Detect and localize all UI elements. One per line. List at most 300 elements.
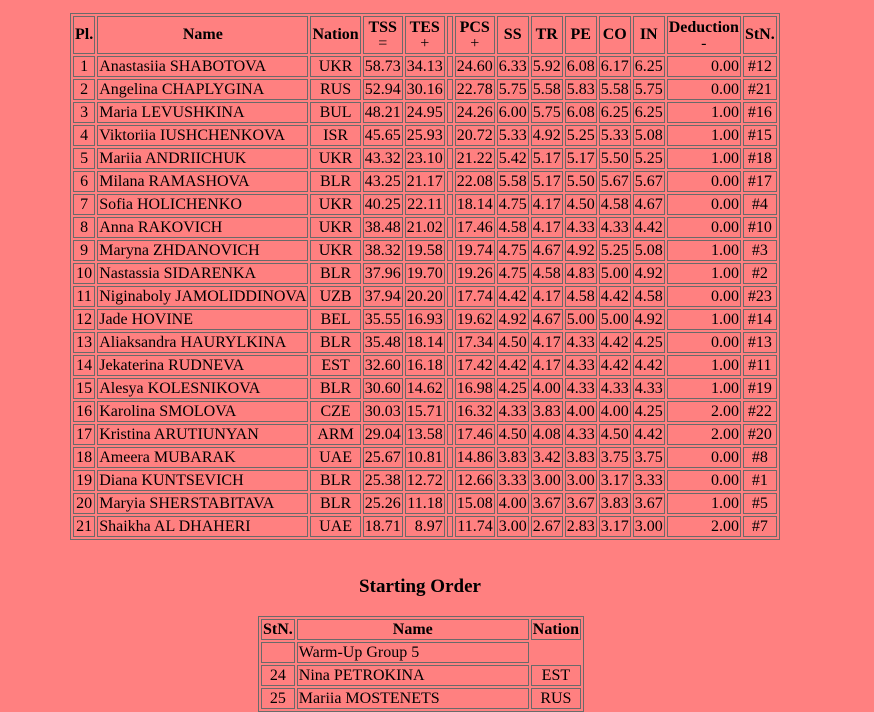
cell-pcs: 17.34: [456, 334, 493, 351]
cell-place: 14: [73, 355, 95, 376]
cell-in: 5.08: [634, 127, 663, 144]
cell-place: 13: [73, 332, 95, 353]
cell-gap: [447, 56, 453, 77]
cell-ss: 4.42: [498, 357, 527, 374]
cell-tr: 3.83: [532, 403, 561, 420]
cell-ss: 4.50: [498, 426, 527, 443]
cell-pe: 4.92: [566, 242, 595, 259]
cell-co: 3.75: [600, 449, 629, 466]
cell-pcs: 24.60: [456, 58, 493, 75]
cell-nation: BUL: [310, 102, 360, 123]
cell-pe: 5.25: [566, 127, 595, 144]
cell-stn: #12: [743, 56, 777, 77]
cell-pe: 5.00: [566, 311, 595, 328]
cell-pcs: 12.66: [456, 472, 493, 489]
table-row: [73, 378, 777, 399]
cell-pe: 4.00: [566, 403, 595, 420]
cell-name: Milana RAMASHOVA: [97, 171, 308, 192]
table-row: [73, 516, 777, 537]
cell-pe: 4.50: [566, 196, 595, 213]
cell-deduction: 0.00: [667, 171, 741, 192]
cell-pcs: 19.74: [456, 242, 493, 259]
cell-pcs: 11.74: [455, 516, 495, 537]
cell-tss: 48.21: [364, 104, 401, 121]
cell-co: 5.25: [600, 242, 629, 259]
cell-deduction: 1.00: [667, 125, 741, 146]
cell-tes: 25.93: [406, 127, 443, 144]
cell-place: 10: [73, 263, 95, 284]
cell-pe: 4.33: [566, 334, 595, 351]
cell-stn: #2: [743, 263, 777, 284]
cell-stn: #14: [743, 309, 777, 330]
table-row: [73, 194, 777, 215]
cell-place: 6: [73, 171, 95, 192]
cell-nation: BLR: [310, 263, 360, 284]
cell-in: 4.58: [634, 288, 663, 305]
cell-tr: 3.00: [532, 472, 561, 489]
cell-in: 6.25: [634, 58, 663, 75]
cell-deduction: 1.00: [667, 378, 741, 399]
cell-ss: 4.25: [498, 380, 527, 397]
cell-name: Niginaboly JAMOLIDDINOVA: [99, 288, 307, 305]
cell-nation: BLR: [310, 171, 360, 192]
cell-nation: UZB: [310, 286, 360, 307]
cell-pe: 6.08: [566, 104, 595, 121]
cell-tss: 43.32: [364, 150, 401, 167]
cell-nation: UAE: [310, 447, 360, 468]
order-header-stn: StN.: [263, 621, 293, 638]
cell-pe: 3.67: [566, 495, 595, 512]
cell-deduction: 0.00: [667, 217, 741, 238]
cell-co: 4.00: [600, 403, 629, 420]
cell-place: 9: [73, 240, 95, 261]
cell-place: 16: [73, 401, 95, 422]
cell-name: Maria LEVUSHKINA: [97, 102, 308, 123]
cell-tr: 4.67: [532, 311, 561, 328]
cell-tss: 25.26: [364, 495, 401, 512]
cell-deduction: 2.00: [667, 401, 741, 422]
cell-tss: 29.04: [364, 426, 401, 443]
cell-in: 5.67: [634, 173, 663, 190]
cell-tes: 34.13: [406, 58, 443, 75]
cell-tr: 4.08: [532, 426, 561, 443]
cell-co: 3.83: [600, 495, 629, 512]
cell-name: Anastasiia SHABOTOVA: [97, 56, 308, 77]
cell-ss: 4.50: [498, 334, 527, 351]
cell-in: 5.75: [634, 81, 663, 98]
cell-stn: #17: [743, 171, 777, 192]
cell-co: 4.58: [600, 196, 629, 213]
cell-pcs: 17.46: [456, 219, 493, 236]
table-row: [73, 286, 777, 307]
cell-ss: 4.92: [498, 311, 527, 328]
cell-ss: 3.33: [498, 472, 527, 489]
cell-tes: 24.95: [406, 104, 443, 121]
header-ss: SS: [497, 16, 529, 54]
cell-ss: 6.33: [498, 58, 527, 75]
cell-pcs: 14.86: [456, 449, 493, 466]
cell-tr: 5.75: [532, 104, 561, 121]
cell-tr: 4.17: [532, 219, 561, 236]
cell-gap: [447, 171, 453, 192]
cell-co: 4.42: [600, 288, 629, 305]
cell-in: 4.33: [634, 380, 663, 397]
cell-tes: 19.58: [406, 242, 443, 259]
cell-tr: 5.17: [532, 150, 561, 167]
cell-nation: UKR: [310, 56, 360, 77]
cell-ss: 4.75: [498, 265, 527, 282]
cell-pcs: 16.98: [456, 380, 493, 397]
cell-pcs: 21.22: [456, 150, 493, 167]
cell-pe: 4.33: [566, 357, 595, 374]
cell-gap: [447, 516, 453, 537]
cell-name: Kristina ARUTIUNYAN: [97, 424, 308, 445]
order-header-nation: Nation: [532, 621, 580, 638]
cell-tss: 38.32: [364, 242, 401, 259]
cell-in: 4.92: [634, 265, 663, 282]
results-body: [73, 56, 777, 537]
header-co: CO: [599, 16, 631, 54]
cell-tr: 4.92: [532, 127, 561, 144]
order-header-name: Name: [297, 619, 529, 640]
cell-tes: 21.17: [406, 173, 443, 190]
cell-tes: 11.18: [405, 493, 445, 514]
cell-pe: 4.58: [566, 288, 595, 305]
table-row: [73, 171, 777, 192]
cell-place: 4: [73, 125, 95, 146]
cell-gap: [447, 447, 453, 468]
cell-name: Maryia SHERSTABITAVA: [97, 493, 308, 514]
cell-stn: #13: [743, 332, 777, 353]
cell-name: Jade HOVINE: [97, 309, 308, 330]
cell-tes: 20.20: [406, 288, 443, 305]
cell-co: 4.42: [600, 357, 629, 374]
cell-tr: 4.17: [532, 334, 561, 351]
cell-gap: [447, 424, 453, 445]
starting-order-body: [261, 642, 581, 709]
cell-deduction: 1.00: [667, 263, 741, 284]
cell-tss: 30.60: [364, 380, 401, 397]
cell-pe: 4.83: [566, 265, 595, 282]
cell-co: 5.00: [600, 311, 629, 328]
cell-pcs: 19.26: [456, 265, 493, 282]
cell-stn: #10: [743, 217, 777, 238]
cell-deduction: 0.00: [667, 286, 741, 307]
cell-place: 5: [73, 148, 95, 169]
header-tss: [363, 16, 403, 54]
header-tss-sub: =: [378, 35, 388, 52]
cell-ss: 4.58: [498, 219, 527, 236]
cell-name: Aliaksandra HAURYLKINA: [97, 332, 308, 353]
order-cell-name: Nina PETROKINA: [297, 665, 529, 686]
table-row: [73, 493, 777, 514]
header-stn: StN.: [743, 16, 777, 54]
header-place: Pl.: [73, 16, 95, 54]
cell-gap: [447, 79, 453, 100]
cell-stn: #3: [743, 240, 777, 261]
cell-gap: [447, 401, 453, 422]
warm-up-group-spacer: [261, 642, 295, 663]
cell-place: 2: [73, 79, 95, 100]
cell-co: 5.50: [600, 150, 629, 167]
cell-stn: #22: [743, 401, 777, 422]
cell-stn: #19: [743, 378, 777, 399]
cell-nation: UKR: [310, 194, 360, 215]
table-row: [73, 447, 777, 468]
cell-tes: 10.81: [406, 449, 443, 466]
cell-pe: 4.33: [566, 380, 595, 397]
cell-place: 21: [73, 516, 95, 537]
cell-nation: UAE: [310, 516, 360, 537]
cell-tes: 21.02: [406, 219, 443, 236]
cell-in: 4.42: [634, 357, 663, 374]
cell-in: 5.25: [634, 150, 663, 167]
cell-place: 12: [73, 309, 95, 330]
cell-stn: #21: [743, 79, 777, 100]
table-row: [73, 401, 777, 422]
table-row: [261, 665, 581, 686]
cell-ss: 4.75: [498, 196, 527, 213]
cell-nation: ISR: [310, 125, 360, 146]
starting-order-table: [258, 616, 584, 712]
cell-stn: #5: [743, 493, 777, 514]
cell-co: 5.33: [600, 127, 629, 144]
cell-tr: 3.42: [532, 449, 561, 466]
cell-co: 6.17: [600, 58, 629, 75]
cell-pe: 4.33: [566, 219, 595, 236]
cell-tss: 52.94: [364, 81, 401, 98]
cell-name: Diana KUNTSEVICH: [97, 470, 308, 491]
cell-name: Karolina SMOLOVA: [97, 401, 308, 422]
cell-gap: [447, 125, 453, 146]
cell-pe: 5.83: [566, 81, 595, 98]
cell-place: 1: [73, 56, 95, 77]
cell-nation: BLR: [310, 470, 360, 491]
cell-ss: 6.00: [498, 104, 527, 121]
cell-ss: 4.42: [498, 288, 527, 305]
cell-nation: BLR: [310, 378, 360, 399]
cell-tss: 58.73: [364, 58, 401, 75]
cell-co: 5.58: [600, 81, 629, 98]
cell-deduction: 0.00: [667, 447, 741, 468]
cell-pcs: 17.74: [456, 288, 493, 305]
cell-stn: #8: [743, 447, 777, 468]
cell-name: Alesya KOLESNIKOVA: [97, 378, 308, 399]
cell-in: 4.25: [634, 334, 663, 351]
cell-name: Nastassia SIDARENKA: [97, 263, 308, 284]
cell-pcs: 15.08: [456, 495, 493, 512]
cell-place: 17: [73, 424, 95, 445]
cell-tss: 37.94: [364, 288, 401, 305]
cell-co: 5.67: [600, 173, 629, 190]
cell-tes: 15.71: [406, 403, 443, 420]
cell-tes: 14.62: [406, 380, 443, 397]
cell-gap: [447, 194, 453, 215]
order-cell-stn: 24: [261, 665, 295, 686]
cell-deduction: 1.00: [667, 148, 741, 169]
header-in: IN: [633, 16, 665, 54]
cell-in: 4.25: [634, 403, 663, 420]
cell-tr: 4.00: [532, 380, 561, 397]
table-row: [73, 217, 777, 238]
cell-tr: 5.58: [532, 81, 561, 98]
cell-tes: 16.18: [406, 357, 443, 374]
cell-tss: 45.65: [364, 127, 401, 144]
cell-place: 8: [73, 217, 95, 238]
table-row: [73, 102, 777, 123]
cell-name: Shaikha AL DHAHERI: [97, 516, 308, 537]
cell-pcs: 17.46: [456, 426, 493, 443]
header-tes-sub: +: [420, 35, 430, 52]
cell-ss: 5.58: [498, 173, 527, 190]
cell-co: 5.00: [600, 265, 629, 282]
cell-deduction: 0.00: [667, 332, 741, 353]
cell-deduction: 1.00: [667, 355, 741, 376]
cell-tss: 25.38: [364, 472, 401, 489]
cell-place: 11: [73, 286, 95, 307]
cell-co: 3.17: [600, 518, 629, 535]
warm-up-group-row: [261, 642, 581, 663]
cell-ss: 4.00: [498, 495, 527, 512]
cell-ss: 5.75: [498, 81, 527, 98]
cell-stn: #20: [743, 424, 777, 445]
cell-name: Mariia ANDRIICHUK: [97, 148, 308, 169]
cell-place: 3: [73, 102, 95, 123]
cell-place: 7: [73, 194, 95, 215]
cell-deduction: 2.00: [667, 424, 741, 445]
table-row: [73, 309, 777, 330]
cell-tes: 12.72: [406, 472, 443, 489]
order-cell-name: Mariia MOSTENETS: [297, 688, 529, 709]
cell-deduction: 0.00: [667, 470, 741, 491]
cell-pe: 3.83: [566, 449, 595, 466]
cell-nation: EST: [310, 355, 360, 376]
cell-place: 20: [73, 493, 95, 514]
cell-co: 4.50: [600, 426, 629, 443]
cell-gap: [447, 332, 453, 353]
table-row: [73, 355, 777, 376]
cell-ss: 4.75: [498, 242, 527, 259]
header-tss-label: TSS: [368, 19, 397, 36]
cell-nation: RUS: [310, 79, 360, 100]
cell-pe: 5.17: [566, 150, 595, 167]
cell-tr: 3.67: [532, 495, 561, 512]
cell-ss: 5.33: [498, 127, 527, 144]
cell-tes: 23.10: [406, 150, 443, 167]
table-row: [261, 688, 581, 709]
cell-tes: 22.11: [405, 194, 445, 215]
cell-stn: #4: [743, 194, 777, 215]
cell-deduction: 1.00: [667, 493, 741, 514]
cell-deduction: 1.00: [667, 309, 741, 330]
results-table: [70, 13, 780, 540]
cell-tss: 30.03: [364, 403, 401, 420]
cell-gap: [447, 217, 453, 238]
header-tr: TR: [531, 16, 563, 54]
cell-name: Anna RAKOVICH: [97, 217, 308, 238]
cell-pcs: 22.78: [456, 81, 493, 98]
cell-pe: 2.83: [566, 518, 595, 535]
cell-gap: [447, 309, 453, 330]
cell-place: 18: [73, 447, 95, 468]
results-header-row: [73, 16, 777, 54]
cell-in: 6.25: [634, 104, 663, 121]
cell-tss: 37.96: [364, 265, 401, 282]
warm-up-group-label: Warm-Up Group 5: [297, 642, 529, 663]
cell-tr: 4.17: [532, 357, 561, 374]
cell-co: 3.17: [600, 472, 629, 489]
table-row: [73, 332, 777, 353]
cell-tes: 8.97: [405, 516, 445, 537]
header-pcs: [455, 16, 495, 54]
cell-in: 3.75: [634, 449, 663, 466]
cell-place: 19: [73, 470, 95, 491]
cell-tes: 18.14: [406, 334, 443, 351]
cell-pcs: 24.26: [456, 104, 493, 121]
cell-in: 4.42: [634, 219, 663, 236]
cell-tr: 4.17: [532, 288, 561, 305]
cell-stn: #23: [743, 286, 777, 307]
header-deduction-sub: -: [701, 35, 707, 52]
starting-order-title: Starting Order: [359, 576, 481, 597]
cell-in: 3.33: [634, 472, 663, 489]
cell-nation: UKR: [310, 217, 360, 238]
cell-nation: BLR: [310, 493, 360, 514]
cell-co: 4.42: [600, 334, 629, 351]
header-deduction-label: Deduction: [668, 19, 739, 36]
cell-co: 6.25: [600, 104, 629, 121]
order-cell-nation: EST: [531, 665, 581, 686]
cell-tss: 40.25: [364, 196, 401, 213]
cell-tr: 2.67: [532, 518, 561, 535]
cell-co: 4.33: [600, 380, 629, 397]
cell-stn: #11: [743, 355, 777, 376]
cell-place: 15: [73, 378, 95, 399]
table-row: [73, 79, 777, 100]
cell-in: 5.08: [634, 242, 663, 259]
cell-pcs: 22.08: [456, 173, 493, 190]
cell-pcs: 20.72: [456, 127, 493, 144]
header-tes: [405, 16, 445, 54]
header-pcs-sub: +: [470, 35, 480, 52]
table-row: [73, 125, 777, 146]
cell-in: 4.92: [634, 311, 663, 328]
cell-in: 4.42: [634, 426, 663, 443]
cell-deduction: 1.00: [667, 240, 741, 261]
cell-deduction: 2.00: [667, 516, 741, 537]
cell-name: Ameera MUBARAK: [97, 447, 308, 468]
cell-ss: 5.42: [498, 150, 527, 167]
cell-tr: 4.17: [532, 196, 561, 213]
cell-nation: BLR: [310, 332, 360, 353]
cell-pe: 6.08: [566, 58, 595, 75]
cell-tr: 4.67: [532, 242, 561, 259]
cell-deduction: 0.00: [667, 194, 741, 215]
table-row: [73, 148, 777, 169]
table-row: [73, 56, 777, 77]
cell-nation: UKR: [310, 148, 360, 169]
table-row: [73, 470, 777, 491]
cell-ss: 3.00: [498, 518, 527, 535]
starting-order-header-row: [261, 619, 581, 640]
header-tes-label: TES: [409, 19, 440, 36]
cell-pe: 5.50: [566, 173, 595, 190]
header-pcs-label: PCS: [459, 19, 490, 36]
cell-tr: 4.58: [532, 265, 561, 282]
header-pe: PE: [565, 16, 597, 54]
cell-tss: 25.67: [364, 449, 401, 466]
order-cell-stn: 25: [261, 688, 295, 709]
